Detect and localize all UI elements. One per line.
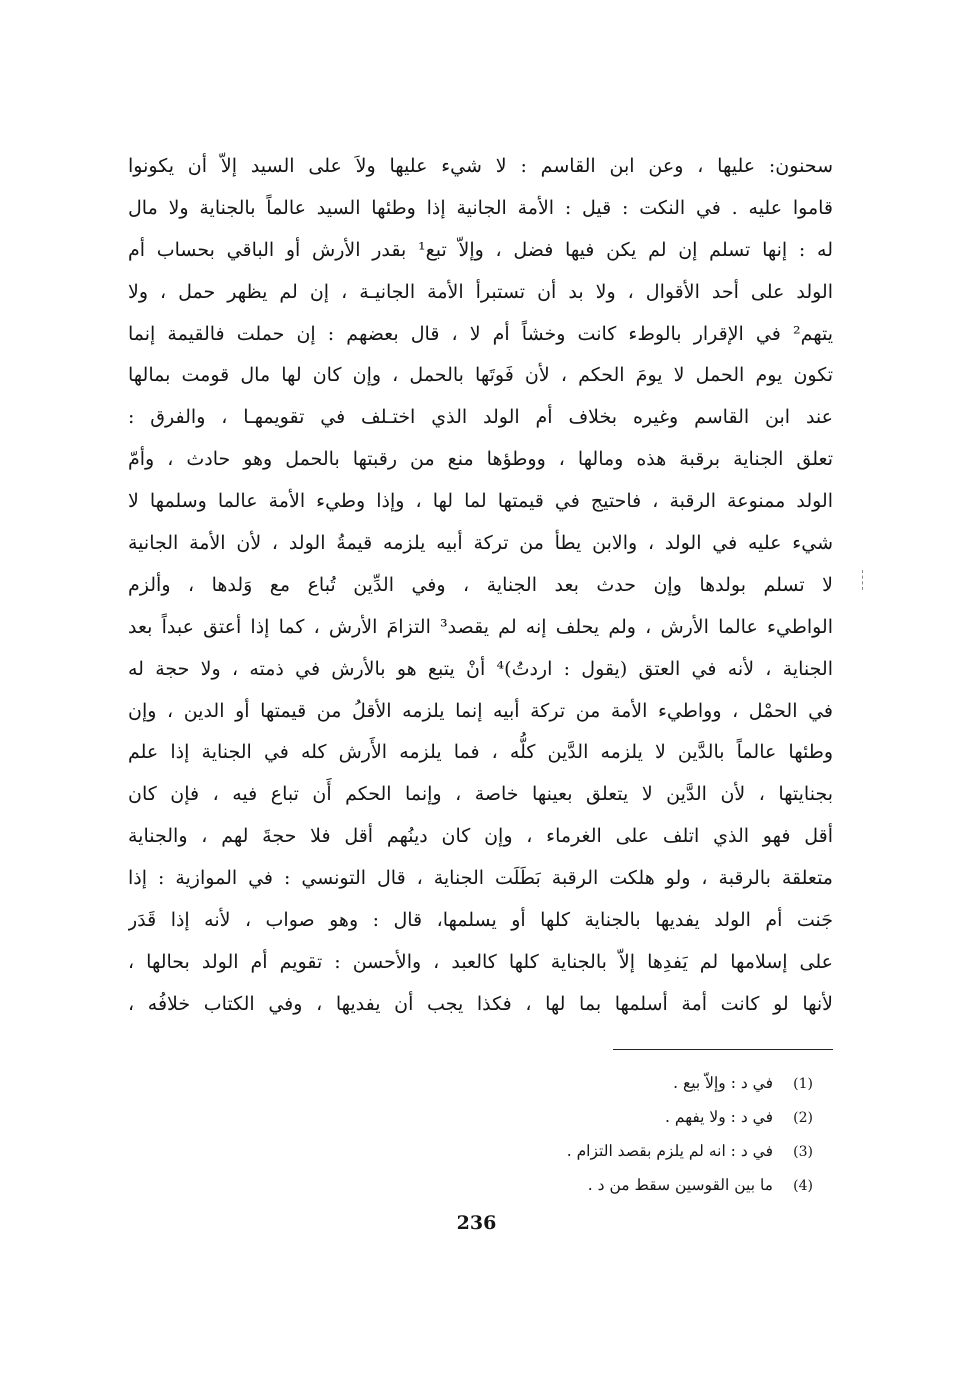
- text-line: تعلق الجناية برقبة هذه ومالها ، ووطؤها منع من رقبتها بالحمل وهو حادث ، وأمّ: [128, 448, 833, 471]
- text-line: متعلقة بالرقبة ، ولو هلكت الرقبة بَطَلَت الجناية ، قال التونسي : في الموازية : إذا: [128, 867, 833, 890]
- text-line: سحنون: عليها ، وعن ابن القاسم : لا شيء عليها ولاَ على السيد إلاّ أن يكونوا: [128, 155, 833, 177]
- page-number: 236: [456, 1212, 497, 1234]
- footnote-separator: [613, 1049, 833, 1050]
- footnote-text: في د : ولا يفهم .: [665, 1108, 773, 1126]
- margin-mark: [862, 570, 865, 590]
- text-line: شيء عليه في الولد ، والابن يطأ من تركة أبيه يلزمه قيمةُ الولد ، لأن الأمة الجانية: [128, 532, 833, 555]
- footnote-text: ما بين القوسين سقط من د .: [587, 1176, 773, 1194]
- footnote-number: (2): [793, 1110, 813, 1126]
- text-line: لا تسلم بولدها وإن حدث بعد الجناية ، وفي الدِّين تُباع مع وَلدها ، وألزم: [128, 573, 833, 596]
- text-line: عند ابن القاسم وغيره بخلاف أم الولد الذي اختـلف في تقويمهـا ، والفرق :: [128, 406, 833, 429]
- text-line: تكون يوم الحمل لا يومَ الحكم ، لأن فَوتَها بالحمل ، وإن كان لها مال قومت بمالها: [128, 364, 833, 387]
- footnote-text: في د : وإلاّ بيع .: [673, 1074, 773, 1092]
- text-line: الولد ممنوعة الرقبة ، فاحتيج في قيمتها لما لها ، وإذا وطيء الأمة عالما وسلمها لا: [128, 490, 833, 513]
- footnotes-block: [400, 1066, 813, 1202]
- main-text-block: [128, 146, 833, 1026]
- footnote-number: (3): [793, 1144, 813, 1160]
- footnote-number: (1): [793, 1076, 813, 1092]
- text-line: له : إنها تسلم إن لم يكن فيها فضل ، وإلاّ تبع¹ بقدر الأرش أو الباقي بحساب أم: [128, 238, 833, 261]
- text-line: يتهم² في الإقرار بالوطء كانت وخشاً أم لا ، قال بعضهم : إن حملت فالقيمة إنما: [128, 322, 833, 345]
- footnote: [400, 1134, 813, 1168]
- footnote-number: (4): [793, 1178, 813, 1194]
- footnote: [400, 1100, 813, 1134]
- text-line: قاموا عليه . في النكت : قيل : الأمة الجانية إذا وطئها السيد عالماً بالجناية ولا مال: [128, 196, 833, 219]
- text-line: الجناية ، لأنه في العتق (يقول : اردتُ)⁴ أنْ يتبع هو بالأرش في ذمته ، ولا حجة له: [128, 657, 833, 680]
- text-line: في الحمْل ، وواطيء الأمة من تركة أبيه إنما يلزمه الأقلُ من قيمتها أو الدين ، وإن: [128, 699, 833, 722]
- text-line: الواطيء عالما الأرش ، ولم يحلف إنه لم يقصد³ التزامَ الأرش ، كما إذا أعتق عبداً بعد: [128, 615, 833, 638]
- footnote: [400, 1066, 813, 1100]
- text-line: أقل فهو الذي اتلف على الغرماء ، وإن كان دينُهم أقل فلا حجةَ لهم ، والجناية: [128, 825, 833, 848]
- text-line: وطئها عالماً بالدَّين لا يلزمه الدَّين كلُّه ، فما يلزمه الأَرش كله في الجناية إذا علم: [128, 741, 833, 764]
- footnote: [400, 1168, 813, 1202]
- text-line: لأنها لو كانت أمة أسلمها بما لها ، فكذا يجب أن يفديها ، وفي الكتاب خلافُه ،: [128, 992, 833, 1015]
- text-line: على إسلامها لم يَفدِها إلاّ بالجناية كلها كالعبد ، والأحسن : تقويم أم الولد بحالها ،: [128, 950, 833, 973]
- footnote-text: في د : انه لم يلزم بقصد التزام .: [566, 1142, 773, 1160]
- text-line: بجنايتها ، لأن الدَّين لا يتعلق بعينها خاصة ، وإنما الحكم أَن تباع فيه ، فإن كان: [128, 783, 833, 806]
- text-line: الولد على أحد الأقوال ، ولا بد أن تستبرأ الأمة الجانيـة ، إن لم يظهر حمل ، ولا: [128, 280, 833, 303]
- text-line: جَنت أم الولد يفديها بالجناية كلها أو يسلمها، قال : وهو صواب ، لأنه إذا قَدَر: [128, 909, 833, 932]
